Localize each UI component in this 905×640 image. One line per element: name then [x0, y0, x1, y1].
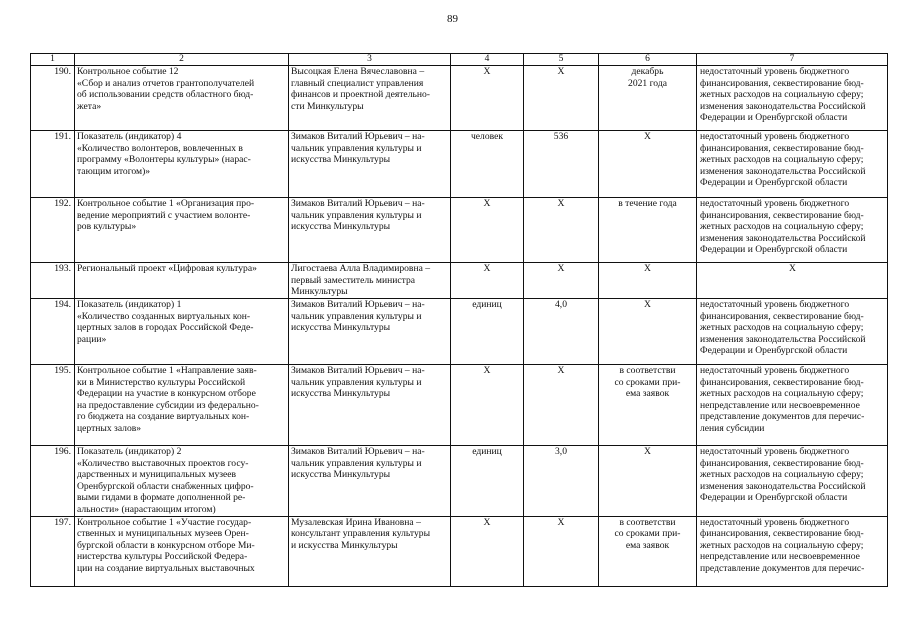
- deadline-cell: в соответстви со сроками при- ема заявок: [599, 516, 697, 586]
- risks-cell: недостаточный уровень бюджетного финансирования, секвестирование бюд- жетных расходов на социальную сферу; непредставление или несвоевременное представление документов для перечис- ления субсидии: [697, 365, 888, 446]
- event-name-cell: Контрольное событие 1 «Направление заяв- ки в Министерство культуры Российской Федерации на участие в конкурсном отборе на предоставление субсидии из федерально- го бюджета на создание виртуальных кон- цертных залов»: [75, 365, 289, 446]
- column-header-7: 7: [697, 54, 888, 66]
- column-header-2: 2: [75, 54, 289, 66]
- risks-cell: недостаточный уровень бюджетного финансирования, секвестирование бюд- жетных расходов на социальную сферу; изменения законодательства Российской Федерации и Оренбургской области: [697, 198, 888, 263]
- event-name-cell: Показатель (индикатор) 2 «Количество выставочных проектов госу- дарственных и муниципальных музеев Оренбургской области снабженных цифро- выми гидами в формате дополненной ре- альности» (нарастающим итогом): [75, 446, 289, 517]
- responsible-person-cell: Зимаков Виталий Юрьевич – на- чальник управления культуры и искусства Минкультуры: [289, 365, 451, 446]
- indicator-value-cell: Х: [524, 263, 599, 299]
- responsible-person-cell: Зимаков Виталий Юрьевич – на- чальник управления культуры и искусства Минкультуры: [289, 198, 451, 263]
- deadline-cell: в соответстви со сроками при- ема заявок: [599, 365, 697, 446]
- unit-of-measure-cell: человек: [451, 131, 524, 198]
- event-name-cell: Показатель (индикатор) 4 «Количество волонтеров, вовлеченных в программу «Волонтеры культуры» (нарас- тающим итогом)»: [75, 131, 289, 198]
- indicator-value-cell: Х: [524, 66, 599, 131]
- unit-of-measure-cell: Х: [451, 365, 524, 446]
- deadline-cell: декабрь 2021 года: [599, 66, 697, 131]
- responsible-person-cell: Высоцкая Елена Вячеславовна – главный специалист управления финансов и проектной деятельно- сти Минкультуры: [289, 66, 451, 131]
- indicator-value-cell: 4,0: [524, 299, 599, 365]
- table-row: [31, 263, 888, 299]
- page-number: 89: [447, 13, 458, 25]
- unit-of-measure-cell: единиц: [451, 299, 524, 365]
- table-body: [31, 66, 888, 587]
- table-row: [31, 516, 888, 586]
- row-number-cell: 191.: [31, 131, 75, 198]
- risks-cell: недостаточный уровень бюджетного финансирования, секвестирование бюд- жетных расходов на социальную сферу; изменения законодательства Российской Федерации и Оренбургской области: [697, 131, 888, 198]
- row-number-cell: 197.: [31, 516, 75, 586]
- event-name-cell: Показатель (индикатор) 1 «Количество созданных виртуальных кон- цертных залов в городах Российской Феде- рации»: [75, 299, 289, 365]
- deadline-cell: Х: [599, 131, 697, 198]
- unit-of-measure-cell: Х: [451, 516, 524, 586]
- row-number-cell: 190.: [31, 66, 75, 131]
- column-number-row: [31, 54, 888, 66]
- column-header-1: 1: [31, 54, 75, 66]
- unit-of-measure-cell: единиц: [451, 446, 524, 517]
- table-row: [31, 198, 888, 263]
- indicator-value-cell: Х: [524, 516, 599, 586]
- plan-table: [30, 53, 888, 587]
- deadline-cell: Х: [599, 263, 697, 299]
- event-name-cell: Контрольное событие 1 «Организация про- ведение мероприятий с участием волонте- ров культуры»: [75, 198, 289, 263]
- event-name-cell: Контрольное событие 12 «Сбор и анализ отчетов грантополучателей об использовании средств областного бюд- жета»: [75, 66, 289, 131]
- indicator-value-cell: Х: [524, 198, 599, 263]
- indicator-value-cell: 536: [524, 131, 599, 198]
- column-header-4: 4: [451, 54, 524, 66]
- deadline-cell: Х: [599, 446, 697, 517]
- unit-of-measure-cell: Х: [451, 198, 524, 263]
- table-row: [31, 131, 888, 198]
- row-number-cell: 193.: [31, 263, 75, 299]
- event-name-cell: Контрольное событие 1 «Участие государ- ственных и муниципальных музеев Орен- бургской области в конкурсном отборе Ми- нистерства культуры Российской Федера- ции на создание виртуальных выставочных: [75, 516, 289, 586]
- row-number-cell: 192.: [31, 198, 75, 263]
- table-row: [31, 299, 888, 365]
- risks-cell: недостаточный уровень бюджетного финансирования, секвестирование бюд- жетных расходов на социальную сферу; изменения законодательства Российской Федерации и Оренбургской области: [697, 66, 888, 131]
- risks-cell: недостаточный уровень бюджетного финансирования, секвестирование бюд- жетных расходов на социальную сферу; изменения законодательства Российской Федерации и Оренбургской области: [697, 299, 888, 365]
- table-row: [31, 446, 888, 517]
- indicator-value-cell: 3,0: [524, 446, 599, 517]
- row-number-cell: 195.: [31, 365, 75, 446]
- table-row: [31, 365, 888, 446]
- table-row: [31, 66, 888, 131]
- column-header-3: 3: [289, 54, 451, 66]
- unit-of-measure-cell: Х: [451, 66, 524, 131]
- deadline-cell: Х: [599, 299, 697, 365]
- row-number-cell: 196.: [31, 446, 75, 517]
- deadline-cell: в течение года: [599, 198, 697, 263]
- risks-cell: недостаточный уровень бюджетного финансирования, секвестирование бюд- жетных расходов на социальную сферу; изменения законодательства Российской Федерации и Оренбургской области: [697, 446, 888, 517]
- indicator-value-cell: Х: [524, 365, 599, 446]
- column-header-5: 5: [524, 54, 599, 66]
- event-name-cell: Региональный проект «Цифровая культура»: [75, 263, 289, 299]
- risks-cell: Х: [697, 263, 888, 299]
- responsible-person-cell: Музалевская Ирина Ивановна – консультант управления культуры и искусства Минкультуры: [289, 516, 451, 586]
- column-header-6: 6: [599, 54, 697, 66]
- responsible-person-cell: Лигостаева Алла Владимировна – первый заместитель министра Минкультуры: [289, 263, 451, 299]
- row-number-cell: 194.: [31, 299, 75, 365]
- unit-of-measure-cell: Х: [451, 263, 524, 299]
- responsible-person-cell: Зимаков Виталий Юрьевич – на- чальник управления культуры и искусства Минкультуры: [289, 446, 451, 517]
- responsible-person-cell: Зимаков Виталий Юрьевич – на- чальник управления культуры и искусства Минкультуры: [289, 131, 451, 198]
- risks-cell: недостаточный уровень бюджетного финансирования, секвестирование бюд- жетных расходов на социальную сферу; непредставление или несвоевременное представление документов для перечис-: [697, 516, 888, 586]
- responsible-person-cell: Зимаков Виталий Юрьевич – на- чальник управления культуры и искусства Минкультуры: [289, 299, 451, 365]
